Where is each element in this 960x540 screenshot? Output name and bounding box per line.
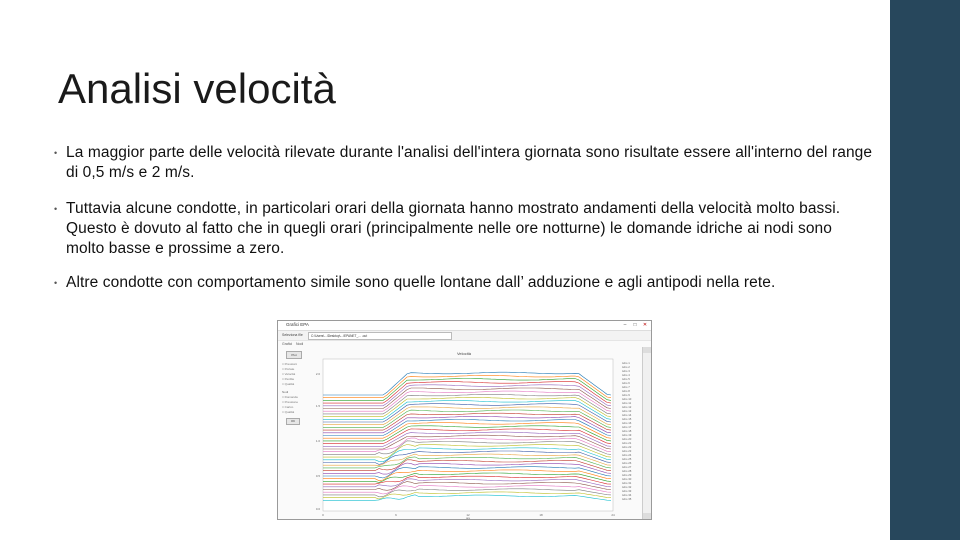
- plot-title: Velocità: [456, 351, 472, 356]
- legend-item: tubo 10: [622, 397, 632, 401]
- x-tick-label: 6: [395, 513, 397, 517]
- group-option-item: □ Pressione: [282, 400, 304, 405]
- option-item: □ Pressioni: [282, 362, 304, 367]
- bullet-item: [54, 273, 874, 293]
- legend-item: tubo 8: [622, 389, 630, 393]
- minimize-icon: –: [623, 322, 627, 328]
- legend-item: tubo 32: [622, 485, 632, 489]
- file-path-field: C:\Users\...\Desktop\...\EPANET_... .out: [308, 332, 452, 340]
- app-side-panel: [282, 350, 304, 430]
- legend-item: tubo 16: [622, 421, 632, 425]
- legend-item: tubo 4: [622, 373, 630, 377]
- legend-item: tubo 9: [622, 393, 630, 397]
- velocity-plot: [306, 347, 622, 519]
- legend-item: tubo 25: [622, 457, 632, 461]
- slide-title: Analisi velocità: [58, 65, 336, 112]
- bullet-item: [54, 143, 874, 183]
- legend-item: tubo 30: [622, 477, 632, 481]
- bullet-text: Altre condotte con comportamento simile sono quelle lontane dall’ adduzione e agli antipodi nella rete.: [66, 274, 776, 291]
- legend-item: tubo 3: [622, 369, 630, 373]
- app-filebar: [278, 331, 651, 341]
- legend-item: tubo 29: [622, 473, 632, 477]
- embedded-app-screenshot: [277, 320, 652, 520]
- vertical-scrollbar: [642, 347, 651, 519]
- legend-item: tubo 18: [622, 429, 632, 433]
- bullet-dot-icon: •: [54, 148, 58, 158]
- group-label: Nodi: [282, 390, 289, 394]
- scroll-down-icon: [643, 513, 651, 519]
- legend-item: tubo 14: [622, 413, 632, 417]
- x-tick-label: 24: [611, 513, 615, 517]
- legend-item: tubo 22: [622, 445, 632, 449]
- menu-item-nodi: Nodi: [296, 342, 304, 346]
- legend-item: tubo 11: [622, 401, 632, 405]
- legend-item: tubo 15: [622, 417, 632, 421]
- option-item: □ Qualità: [282, 382, 304, 387]
- y-axis-ticks: [316, 372, 321, 511]
- legend-item: tubo 34: [622, 493, 632, 497]
- y-tick-label: 1.0: [315, 439, 320, 443]
- y-tick-label: 0.0: [315, 507, 320, 511]
- group-option-item: □ Carico: [282, 405, 304, 410]
- file-label: Seleziona file: [282, 333, 303, 337]
- legend-item: tubo 23: [622, 449, 632, 453]
- legend-item: tubo 6: [622, 381, 630, 385]
- option-item: □ Velocità: [282, 372, 304, 377]
- maximize-icon: □: [633, 322, 637, 328]
- legend-item: tubo 21: [622, 441, 632, 445]
- group-option-item: □ Domanda: [282, 395, 304, 400]
- plot-button: Plot: [286, 351, 302, 359]
- bullet-dot-icon: •: [54, 204, 58, 214]
- ok-button: OK: [286, 418, 300, 425]
- legend-item: tubo 33: [622, 489, 632, 493]
- option-item: □ Perdite: [282, 377, 304, 382]
- bullet-text: La maggior parte delle velocità rilevate durante l'analisi dell'intera giornata sono risultate essere all'interno del range di 0,5 m/s e 2 m/s.: [66, 144, 873, 181]
- y-tick-label: 2.0: [315, 372, 320, 376]
- legend-item: tubo 19: [622, 433, 632, 437]
- app-window-title: Grafici EPA: [286, 322, 309, 327]
- legend-item: tubo 24: [622, 453, 632, 457]
- legend-item: tubo 17: [622, 425, 632, 429]
- y-tick-label: 0.5: [315, 474, 320, 478]
- legend-item: tubo 13: [622, 409, 632, 413]
- legend-item: tubo 27: [622, 465, 632, 469]
- legend-item: tubo 26: [622, 461, 632, 465]
- close-icon: ✕: [642, 322, 648, 328]
- y-tick-label: 1.5: [315, 404, 320, 408]
- x-axis-label: ore: [465, 516, 471, 519]
- group-option-item: □ Qualità: [282, 410, 304, 415]
- legend-item: tubo 20: [622, 437, 632, 441]
- legend-item: tubo 31: [622, 481, 632, 485]
- legend-item: tubo 7: [622, 385, 630, 389]
- x-tick-label: 0: [322, 513, 324, 517]
- plot-legend: [622, 361, 640, 501]
- x-tick-label: 12: [466, 513, 470, 517]
- app-titlebar: [278, 321, 651, 331]
- legend-item: tubo 1: [622, 361, 630, 365]
- option-item: □ Portate: [282, 367, 304, 372]
- bullet-list: [54, 143, 874, 311]
- menu-item-grafici: Grafici: [282, 342, 293, 346]
- legend-item: tubo 12: [622, 405, 632, 409]
- scroll-up-icon: [643, 347, 651, 353]
- legend-item: tubo 35: [622, 497, 632, 501]
- bullet-item: [54, 199, 874, 259]
- legend-item: tubo 2: [622, 365, 630, 369]
- decorative-side-bar: [890, 0, 960, 540]
- bullet-dot-icon: •: [54, 278, 58, 288]
- legend-item: tubo 28: [622, 469, 632, 473]
- legend-item: tubo 5: [622, 377, 630, 381]
- x-tick-label: 18: [539, 513, 543, 517]
- bullet-text: Tuttavia alcune condotte, in particolari orari della giornata hanno mostrato andamenti della velocità molto bassi. Questo è dovuto al fatto che in quegli orari (principalmente nelle ore notturne) le domande idriche ai nodi sono molto basse e prossime a zero.: [66, 200, 841, 257]
